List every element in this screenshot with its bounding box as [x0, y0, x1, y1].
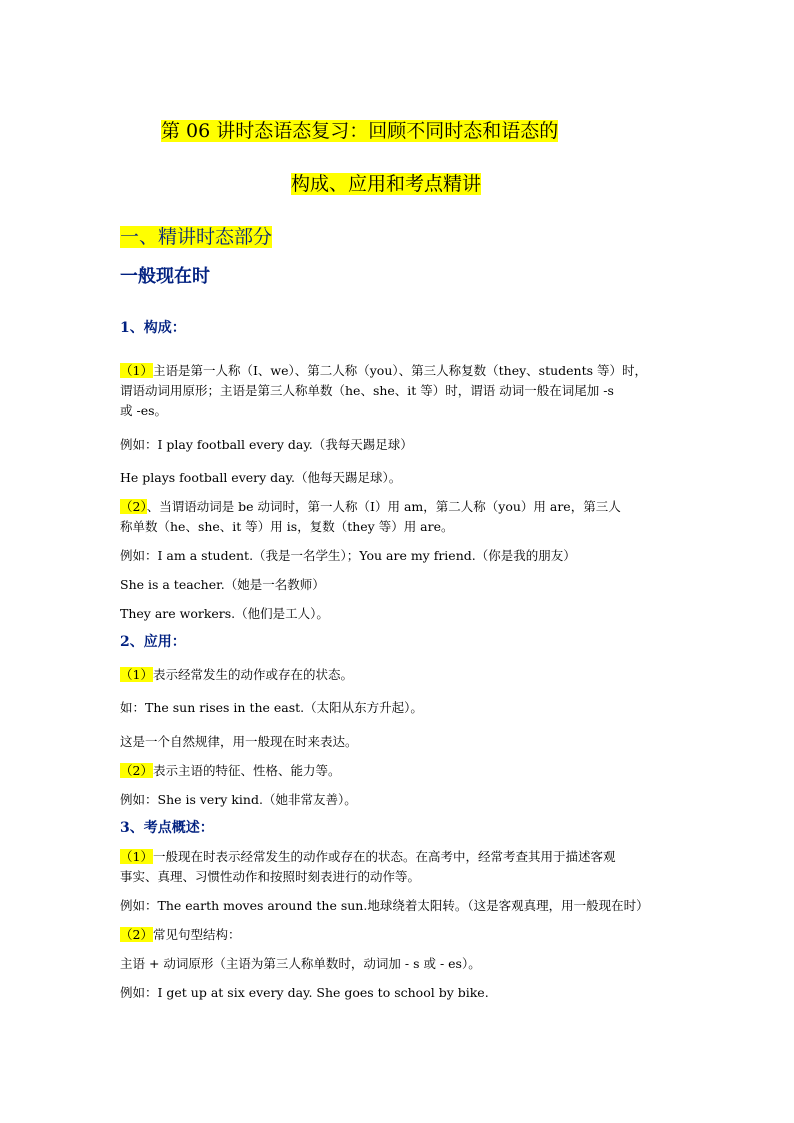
construct-item2-line2: 称单数（he、she、it 等）用 is，复数（they 等）用 are。 — [120, 519, 454, 534]
construct-heading: 1、构成： — [120, 320, 186, 336]
title-line-1: 第 06 讲时态语态复习：回顾不同时态和语态的 — [161, 120, 559, 142]
usage-example-3: 例如：She is very kind.（她非常友善）。 — [120, 792, 357, 807]
points-heading: 3、考点概述： — [120, 820, 214, 836]
construct-item1-line3: 或 -es。 — [120, 403, 168, 418]
points-item1-line1: （1）一般现在时表示经常发生的动作或存在的状态。在高考中，经常考查其用于描述客观 — [120, 849, 616, 864]
topic-heading: 一般现在时 — [120, 266, 210, 287]
points-example-2: 例如：I get up at six every day. She goes to school by bike. — [120, 985, 489, 1000]
usage-item1: （1）表示经常发生的动作或存在的状态。 — [120, 667, 353, 682]
construct-example-3: 例如：I am a student.（我是一名学生）；You are my friend.（你是我的朋友） — [120, 548, 576, 563]
section-heading: 一、精讲时态部分 — [120, 226, 273, 248]
points-example-1: 例如：The earth moves around the sun.地球绕着太阳转。（这是客观真理，用一般现在时） — [120, 898, 649, 913]
construct-item1-line2: 谓语动词用原形；主语是第三人称单数（he、she、it 等）时，谓语 动词一般在词尾加 -s — [120, 383, 614, 398]
usage-item2: （2）表示主语的特征、性格、能力等。 — [120, 763, 341, 778]
construct-example-1: 例如：I play football every day.（我每天踢足球） — [120, 437, 413, 452]
construct-example-4: She is a teacher.（她是一名教师） — [120, 577, 325, 592]
points-item2: （2）常见句型结构： — [120, 927, 241, 942]
usage-heading: 2、应用： — [120, 634, 186, 650]
usage-example-1: 如：The sun rises in the east.（太阳从东方升起）。 — [120, 700, 423, 715]
title-line-2: 构成、应用和考点精讲 — [291, 173, 482, 195]
construct-example-2: He plays football every day.（他每天踢足球）。 — [120, 470, 402, 485]
points-formula: 主语 + 动词原形（主语为第三人称单数时，动词加 - s 或 - es）。 — [120, 956, 481, 971]
usage-example-2: 这是一个自然规律，用一般现在时来表达。 — [120, 734, 358, 749]
points-item1-line2: 事实、真理、习惯性动作和按照时刻表进行的动作等。 — [120, 869, 421, 884]
construct-item2-line1: （2）、当谓语动词是 be 动词时，第一人称（I）用 am，第二人称（you）用 are，第三人 — [120, 499, 621, 514]
construct-item1-line1: （1）主语是第一人称（I、we）、第二人称（you）、第三人称复数（they、students 等）时， — [120, 363, 648, 378]
construct-example-5: They are workers.（他们是工人）。 — [120, 606, 329, 621]
